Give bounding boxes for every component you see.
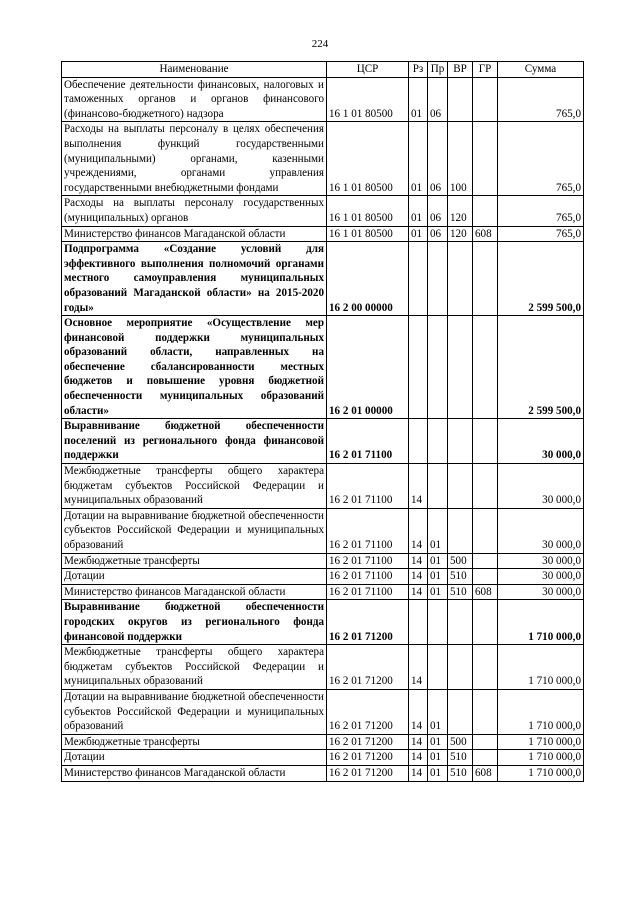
cell-rz: 14 [409,689,428,734]
cell-csr: 16 2 01 71100 [327,508,409,553]
cell-rz: 14 [409,464,428,509]
header-csr: ЦСР [327,62,409,78]
cell-name: Дотации [62,569,327,585]
table-row [62,464,584,509]
cell-pr: 01 [428,734,448,750]
cell-name: Основное мероприятие «Осуществление мер финансовой поддержки муниципальных образований области, направленных на обеспечение сбалансированности местных бюджетов и повышение уровня бюджетной обеспеченности муниципальных образований области» [62,316,327,419]
cell-rz: 14 [409,569,428,585]
cell-csr: 16 2 01 71100 [327,553,409,569]
cell-gr [473,316,498,419]
cell-gr: 608 [473,584,498,600]
cell-rz: 14 [409,765,428,781]
table-row [62,316,584,419]
cell-csr: 16 2 01 71100 [327,464,409,509]
cell-name: Межбюджетные трансферты [62,553,327,569]
cell-pr [428,600,448,645]
cell-name: Обеспечение деятельности финансовых, налоговых и таможенных органов и органов финансового (финансово-бюджетного) надзора [62,77,327,122]
table-row [62,600,584,645]
cell-gr [473,600,498,645]
cell-pr: 06 [428,196,448,226]
table-row [62,226,584,242]
cell-gr [473,750,498,766]
cell-csr: 16 2 01 71100 [327,569,409,585]
cell-rz [409,600,428,645]
table-row [62,750,584,766]
cell-sum: 765,0 [498,226,584,242]
cell-pr: 06 [428,77,448,122]
cell-vr: 120 [448,226,473,242]
cell-gr [473,553,498,569]
cell-vr: 120 [448,196,473,226]
header-pr: Пр [428,62,448,78]
cell-rz: 14 [409,508,428,553]
cell-name: Министерство финансов Магаданской области [62,226,327,242]
cell-rz: 14 [409,734,428,750]
cell-rz: 14 [409,750,428,766]
cell-vr [448,645,473,690]
table-row [62,196,584,226]
table-row [62,242,584,316]
cell-pr: 01 [428,750,448,766]
cell-gr [473,419,498,464]
cell-pr [428,645,448,690]
cell-name: Расходы на выплаты персоналу государственных (муниципальных) органов [62,196,327,226]
cell-vr [448,242,473,316]
cell-vr: 510 [448,750,473,766]
cell-csr: 16 1 01 80500 [327,122,409,196]
table-row [62,689,584,734]
cell-pr: 06 [428,122,448,196]
cell-sum: 30 000,0 [498,584,584,600]
cell-vr [448,419,473,464]
cell-vr: 510 [448,584,473,600]
cell-sum: 30 000,0 [498,419,584,464]
cell-name: Выравнивание бюджетной обеспеченности поселений из регионального фонда финансовой поддержки [62,419,327,464]
cell-vr [448,508,473,553]
header-sum: Сумма [498,62,584,78]
cell-rz: 01 [409,226,428,242]
cell-csr: 16 2 01 71100 [327,419,409,464]
cell-sum: 1 710 000,0 [498,600,584,645]
cell-pr: 01 [428,689,448,734]
cell-csr: 16 1 01 80500 [327,77,409,122]
cell-name: Дотации [62,750,327,766]
cell-rz: 01 [409,122,428,196]
cell-sum: 1 710 000,0 [498,689,584,734]
cell-sum: 1 710 000,0 [498,765,584,781]
cell-sum: 1 710 000,0 [498,645,584,690]
cell-gr [473,196,498,226]
cell-gr [473,122,498,196]
cell-sum: 765,0 [498,77,584,122]
cell-name: Министерство финансов Магаданской области [62,584,327,600]
cell-csr: 16 2 01 71200 [327,689,409,734]
cell-vr: 510 [448,569,473,585]
table-row [62,645,584,690]
cell-vr [448,316,473,419]
cell-sum: 2 599 500,0 [498,242,584,316]
cell-rz [409,242,428,316]
cell-csr: 16 2 01 71200 [327,734,409,750]
cell-sum: 2 599 500,0 [498,316,584,419]
cell-vr: 500 [448,734,473,750]
cell-vr [448,464,473,509]
cell-pr [428,242,448,316]
table-row [62,122,584,196]
table-row [62,553,584,569]
cell-vr: 500 [448,553,473,569]
cell-pr: 01 [428,508,448,553]
cell-sum: 1 710 000,0 [498,734,584,750]
cell-gr [473,77,498,122]
cell-name: Межбюджетные трансферты [62,734,327,750]
table-row [62,77,584,122]
cell-gr: 608 [473,226,498,242]
cell-csr: 16 2 01 71100 [327,584,409,600]
table-row [62,569,584,585]
cell-vr [448,600,473,645]
cell-pr: 01 [428,765,448,781]
table-row [62,508,584,553]
cell-rz: 14 [409,553,428,569]
cell-vr [448,77,473,122]
cell-vr [448,689,473,734]
cell-csr: 16 2 01 00000 [327,316,409,419]
cell-gr [473,242,498,316]
cell-gr [473,645,498,690]
cell-sum: 30 000,0 [498,553,584,569]
header-vr: ВР [448,62,473,78]
table-header-row [62,62,584,78]
cell-sum: 30 000,0 [498,569,584,585]
cell-name: Выравнивание бюджетной обеспеченности городских округов из регионального фонда финансовой поддержки [62,600,327,645]
cell-pr: 01 [428,569,448,585]
cell-pr [428,464,448,509]
cell-gr [473,508,498,553]
cell-pr: 06 [428,226,448,242]
cell-csr: 16 2 01 71200 [327,750,409,766]
cell-gr [473,464,498,509]
cell-name: Дотации на выравнивание бюджетной обеспеченности субъектов Российской Федерации и муниципальных образований [62,689,327,734]
table-body [62,77,584,781]
cell-sum: 765,0 [498,196,584,226]
cell-rz [409,316,428,419]
table-row [62,765,584,781]
cell-sum: 30 000,0 [498,508,584,553]
cell-rz: 14 [409,584,428,600]
cell-sum: 1 710 000,0 [498,750,584,766]
cell-pr: 01 [428,553,448,569]
cell-name: Министерство финансов Магаданской области [62,765,327,781]
cell-pr [428,316,448,419]
cell-rz: 01 [409,77,428,122]
cell-csr: 16 2 01 71200 [327,600,409,645]
cell-rz: 14 [409,645,428,690]
cell-csr: 16 2 00 00000 [327,242,409,316]
cell-name: Межбюджетные трансферты общего характера бюджетам субъектов Российской Федерации и муниципальных образований [62,645,327,690]
cell-csr: 16 1 01 80500 [327,226,409,242]
table-row [62,419,584,464]
budget-table [61,61,584,782]
table-row [62,584,584,600]
cell-csr: 16 2 01 71200 [327,765,409,781]
cell-vr: 100 [448,122,473,196]
table-row [62,734,584,750]
cell-rz: 01 [409,196,428,226]
cell-name: Дотации на выравнивание бюджетной обеспеченности субъектов Российской Федерации и муниципальных образований [62,508,327,553]
cell-rz [409,419,428,464]
page-number: 224 [311,38,329,50]
cell-gr [473,569,498,585]
header-gr: ГР [473,62,498,78]
cell-sum: 30 000,0 [498,464,584,509]
cell-pr [428,419,448,464]
cell-csr: 16 2 01 71200 [327,645,409,690]
cell-gr [473,689,498,734]
cell-sum: 765,0 [498,122,584,196]
header-rz: Рз [409,62,428,78]
cell-vr: 510 [448,765,473,781]
cell-gr [473,734,498,750]
cell-name: Подпрограмма «Создание условий для эффективного выполнения полномочий органами местного самоуправления муниципальных образований Магаданской области» на 2015-2020 годы» [62,242,327,316]
cell-name: Межбюджетные трансферты общего характера бюджетам субъектов Российской Федерации и муниципальных образований [62,464,327,509]
cell-pr: 01 [428,584,448,600]
header-name: Наименование [62,62,327,78]
cell-name: Расходы на выплаты персоналу в целях обеспечения выполнения функций государственными (муниципальными) органами, казенными учреждениями, органами управления государственными внебюджетными фондами [62,122,327,196]
cell-gr: 608 [473,765,498,781]
cell-csr: 16 1 01 80500 [327,196,409,226]
